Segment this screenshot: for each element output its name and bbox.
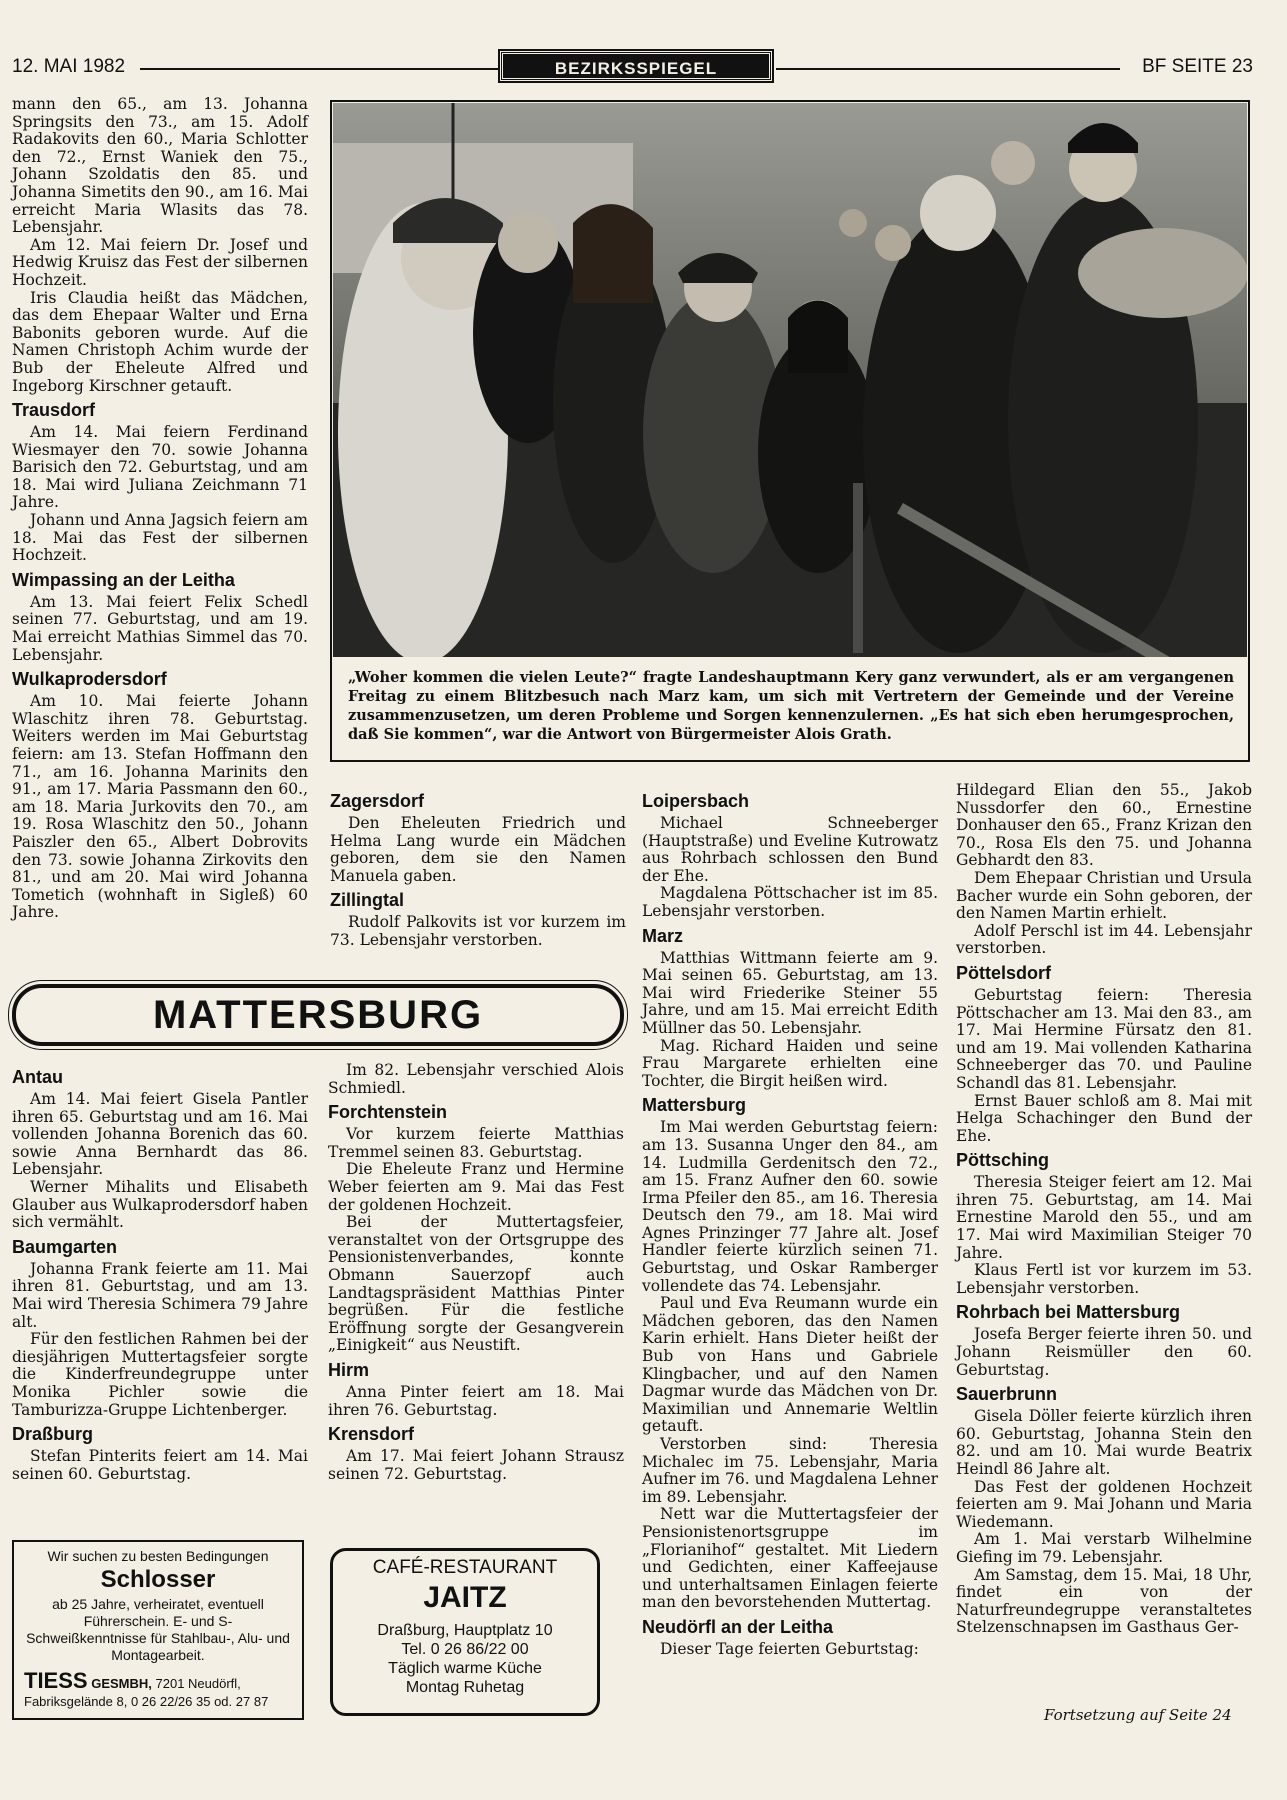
article-text: Josefa Berger feierte ihren 50. und Johann Reismüller den 60. Geburtstag. <box>956 1325 1252 1379</box>
article-text: Werner Mihalits und Elisabeth Glauber aus Wulkaprodersdorf haben sich vermählt. <box>12 1177 308 1232</box>
header-rule-right <box>776 68 1120 70</box>
ad-venue-type: CAFÉ-RESTAURANT <box>372 1557 558 1578</box>
photo-illustration <box>333 103 1247 657</box>
article-text: Vor kurzem feierte Matthias Tremmel seinen 83. Geburtstag. <box>328 1125 624 1161</box>
article-text: Am 13. Mai feiert Felix Schedl seinen 77. Geburtstag, und am 19. Mai erreicht Mathias Simmel das 70. Lebensjahr. <box>12 592 308 664</box>
article-text: Bei der Muttertagsfeier, veranstaltet von der Ortsgruppe des Pensionistenverbandes, konnte Obmann Sauerzopf auch Landtagspräsident Matthias Pinter begrüßen. Für die festliche Eröffnung sorgte der Gesangverein „Einigkeit“ aus Neustift. <box>328 1213 624 1355</box>
issue-date: 12. MAI 1982 <box>12 56 126 77</box>
photo-caption: „Woher kommen die vielen Leute?“ fragte Landeshauptmann Kery ganz verwundert, als er am vergangenen Freitag zu einem Blitzbesuch nach Marz kam, um sich mit Vertretern der Gemeinde und der Vereine zusammenzusetzen, um deren Probleme und Sorgen kennenzulernen. „Es hat sich eben herumgesprochen, daß Sie kommen“, war die Antwort von Bürgermeister Alois Grath. <box>348 669 1234 743</box>
section-title: BEZIRKSSPIEGEL <box>500 51 772 81</box>
page-number: BF SEITE 23 <box>1142 56 1253 77</box>
ad-job-title: Schlosser <box>100 1566 216 1593</box>
article-text: Am 1. Mai verstarb Wilhelmine Giefing im 79. Lebensjahr. <box>956 1530 1252 1566</box>
article-text: Für den festlichen Rahmen bei der diesjährigen Muttertagsfeier sorgte die Kinderfreundegruppe unter Monika Pichler sowie die Tamburizza-Gruppe Lichtenberger. <box>12 1330 308 1419</box>
article-text: Matthias Wittmann feierte am 9. Mai seinen 65. Geburtstag, am 13. Mai wird Friederike Steiner 55 Jahre, und am 15. Mai erreicht Edith Müllner das 50. Lebensjahr. <box>642 948 938 1037</box>
article-text: Dem Ehepaar Christian und Ursula Bacher wurde ein Sohn geboren, der den Namen Martin erhielt. <box>956 868 1252 923</box>
heading-baumgarten: Baumgarten <box>12 1236 118 1257</box>
heading-krensdorf: Krensdorf <box>328 1424 415 1445</box>
article-text: Adolf Perschl ist im 44. Lebensjahr verstorben. <box>956 921 1252 958</box>
column-4 <box>956 782 1252 1637</box>
heading-forchtenstein: Forchtenstein <box>328 1102 448 1123</box>
column-2-lower <box>328 1062 624 1483</box>
heading-trausdorf: Trausdorf <box>12 400 96 421</box>
heading-wulkaprodersdorf: Wulkaprodersdorf <box>12 669 167 690</box>
continuation-note: Fortsetzung auf Seite 24 <box>1044 1706 1232 1724</box>
ad-venue-address: Draßburg, Hauptplatz 10 <box>377 1622 553 1639</box>
heading-wimpassing: Wimpassing an der Leitha <box>12 569 235 590</box>
ad-venue-name: JAITZ <box>423 1581 507 1614</box>
article-text: Im Mai werden Geburtstag feiern: am 13. Susanna Unger den 84., am 14. Ludmilla Gerdenitsch den 72., am 15. Franz Aufner den 60. sowie Irma Pfeiler den 85., am 16. Theresia Deutsch den 79., am 18. Mai wird Agnes Prinzinger 77 Jahre alt. Josef Handler feierte kürzlich seinen 71. Geburtstag, und Oskar Ramberger vollendete das 74. Lebensjahr. <box>642 1118 938 1295</box>
region-banner: MATTERSBURG <box>12 984 624 1046</box>
column-3 <box>642 786 938 1659</box>
heading-hirm: Hirm <box>328 1359 370 1380</box>
ad-venue-kitchen: Täglich warme Küche <box>388 1660 542 1677</box>
article-text: Anna Pinter feiert am 18. Mai ihren 76. Geburtstag. <box>328 1382 624 1419</box>
article-text: Nett war die Muttertagsfeier der Pensionistenortsgruppe im „Florianihof“ gestaltet. Mit Liedern und Gedichten, einer Kaffeejause und unterhaltsamen Einlagen feierte man den bevorstehenden Muttertag. <box>642 1505 938 1612</box>
heading-poettelsdorf: Pöttelsdorf <box>956 962 1052 983</box>
article-text: Am 14. Mai feiern Ferdinand Wiesmayer den 70. sowie Johanna Barisich den 72. Geburtstag, und am 18. Mai wird Juliana Zeichmann 71 Jahre. <box>12 423 308 512</box>
article-text: mann den 65., am 13. Johanna Springsits den 73., am 15. Adolf Radakovits den 60., Maria Schlotter den 72., Ernst Waniek den 75., Johann Szoldatis den 85. und Johanna Simetits den 90., am 16. Mai erreicht Maria Wlasits das 78. Lebensjahr. <box>12 95 308 237</box>
article-text: Dieser Tage feierten Geburtstag: <box>660 1639 919 1658</box>
ad-intro: Wir suchen zu besten Bedingungen <box>47 1548 269 1564</box>
article-text: Im 82. Lebensjahr verschied Alois Schmiedl. <box>328 1061 624 1097</box>
restaurant-advertisement <box>330 1548 600 1716</box>
ad-company: TIESS <box>24 1668 88 1693</box>
article-text: Stefan Pinterits feiert am 14. Mai seinen 60. Geburtstag. <box>12 1447 308 1483</box>
heading-rohrbach: Rohrbach bei Mattersburg <box>956 1302 1181 1323</box>
article-text: Am 10. Mai feierte Johann Wlaschitz ihren 78. Geburtstag. Weiters werden im Mai Geburtstag feiern: am 13. Stefan Hoffmann den 71., am 16. Johanna Marinits den 91., am 17. Maria Passmann den 60., am 18. Maria Jurkovits den 70., am 19. Rosa Wlaschitz den 50., Johann Paiszler den 65., Albert Dobrovits den 73. sowie Johanna Zirkovits den 81., und am 20. Mai wird Johanna Tometich (wohnhaft in Sigleß) 60 Jahre. <box>12 692 308 922</box>
column-1-lower <box>12 1062 308 1483</box>
article-text: Hildegard Elian den 55., Jakob Nussdorfer den 60., Ernestine Donhauser den 65., Franz Krizan den 70., Rosa Els den 75. und Johanna Gebhardt den 83. <box>956 781 1252 870</box>
news-photo <box>333 103 1247 657</box>
heading-drassburg: Draßburg <box>12 1424 93 1445</box>
heading-neudoerfl: Neudörfl an der Leitha <box>642 1616 834 1637</box>
ad-body: ab 25 Jahre, verheiratet, eventuell Führerschein. E- und S-Schweißkenntnisse für Stahlbau-, Alu- und Montagearbeit. <box>26 1596 290 1663</box>
heading-loipersbach: Loipersbach <box>642 791 750 811</box>
article-text: Verstorben sind: Theresia Michalec im 75. Lebensjahr, Maria Aufner im 76. und Magdalena Lehner im 89. Lebensjahr. <box>642 1435 938 1506</box>
article-text: Johanna Frank feierte am 11. Mai ihren 81. Geburtstag, und am 13. Mai wird Theresia Schimera 79 Jahre alt. <box>12 1259 308 1331</box>
job-advertisement <box>12 1540 304 1720</box>
ad-venue-phone: Tel. 0 26 86/22 00 <box>401 1641 529 1658</box>
article-text: Ernst Bauer schloß am 8. Mai mit Helga Schachinger den Bund der Ehe. <box>956 1091 1252 1145</box>
article-text: Am Samstag, dem 15. Mai, 18 Uhr, findet ein von der Naturfreundegruppe veranstaltetes Stelzenschnapsen im Gasthaus Ger- <box>956 1565 1252 1637</box>
heading-mattersburg: Mattersburg <box>642 1095 747 1116</box>
heading-zillingtal: Zillingtal <box>330 890 404 911</box>
heading-marz: Marz <box>642 925 684 946</box>
article-text: Mag. Richard Haiden und seine Frau Margarete erhielten eine Tochter, die Birgit heißen wird. <box>642 1036 938 1090</box>
article-text: Klaus Fertl ist vor kurzem im 53. Lebensjahr verstorben. <box>956 1261 1252 1297</box>
heading-antau: Antau <box>12 1067 63 1087</box>
article-text: Am 14. Mai feiert Gisela Pantler ihren 65. Geburtstag und am 16. Mai vollenden Johanna Borenich das 60. sowie Anna Bernhardt das 86. Lebensjahr. <box>12 1090 308 1179</box>
article-text: Paul und Eva Reumann wurde ein Mädchen geboren, das den Namen Karin erhielt. Hans Dieter heißt der Bub von Hans und Gabriele Klingbacher, und auf den Namen Dagmar wurde das Mädchen von Dr. Maximilian und Annemarie Weltlin getauft. <box>642 1294 938 1436</box>
column-1-top <box>12 96 308 922</box>
column-2-top <box>330 786 626 950</box>
article-text: Die Eheleute Franz und Hermine Weber feierten am 9. Mai das Fest der goldenen Hochzeit. <box>328 1160 624 1214</box>
article-text: Rudolf Palkovits ist vor kurzem im 73. Lebensjahr verstorben. <box>330 913 626 949</box>
article-text: Gisela Döller feierte kürzlich ihren 60. Geburtstag, Johanna Stein den 82. und am 10. Mai wurde Beatrix Heindl 86 Jahre alt. <box>956 1407 1252 1478</box>
heading-poettsching: Pöttsching <box>956 1150 1049 1171</box>
ad-address: 7201 Neudörfl, <box>155 1676 241 1691</box>
heading-zagersdorf: Zagersdorf <box>330 791 425 811</box>
article-text: Den Eheleuten Friedrich und Helma Lang wurde ein Mädchen geboren, dem sie den Namen Manuela gaben. <box>330 814 626 885</box>
article-text: Am 12. Mai feiern Dr. Josef und Hedwig Kruisz das Fest der silbernen Hochzeit. <box>12 235 308 289</box>
article-text: Das Fest der goldenen Hochzeit feierten am 9. Mai Johann und Maria Wiedemann. <box>956 1477 1252 1531</box>
ad-company-suffix: GESMBH, <box>91 1676 152 1691</box>
article-text: Magdalena Pöttschacher ist im 85. Lebensjahr verstorben. <box>642 884 938 920</box>
ad-venue-closed: Montag Ruhetag <box>405 1679 525 1696</box>
header-rule-left <box>140 68 498 70</box>
article-text: Johann und Anna Jagsich feiern am 18. Mai das Fest der silbernen Hochzeit. <box>12 511 308 565</box>
heading-sauerbrunn: Sauerbrunn <box>956 1384 1058 1405</box>
article-text: Michael Schneeberger (Hauptstraße) und Eveline Kutrowatz aus Rohrbach schlossen den Bund der Ehe. <box>642 814 938 885</box>
ad-contact: Fabriksgelände 8, 0 26 22/26 35 od. 27 87 <box>24 1694 269 1709</box>
article-text: Am 17. Mai feiert Johann Strausz seinen 72. Geburtstag. <box>328 1447 624 1483</box>
article-text: Theresia Steiger feiert am 12. Mai ihren 75. Geburtstag, am 14. Mai Ernestine Marold den 55., und am 17. Mai wird Maximilian Steiger 70 Jahre. <box>956 1173 1252 1262</box>
article-text: Iris Claudia heißt das Mädchen, das dem Ehepaar Walter und Erna Babonits geboren wurde. Auf die Namen Christoph Achim wurde der Bub der Eheleute Alfred und Ingeborg Kirschner getauft. <box>12 288 308 395</box>
article-text: Geburtstag feiern: Theresia Pöttschacher am 13. Mai den 83., am 17. Mai Hermine Fürsatz den 81. und am 19. Mai vollenden Katharina Schneeberger das 70. und Pauline Schandl das 81. Lebensjahr. <box>956 985 1252 1092</box>
